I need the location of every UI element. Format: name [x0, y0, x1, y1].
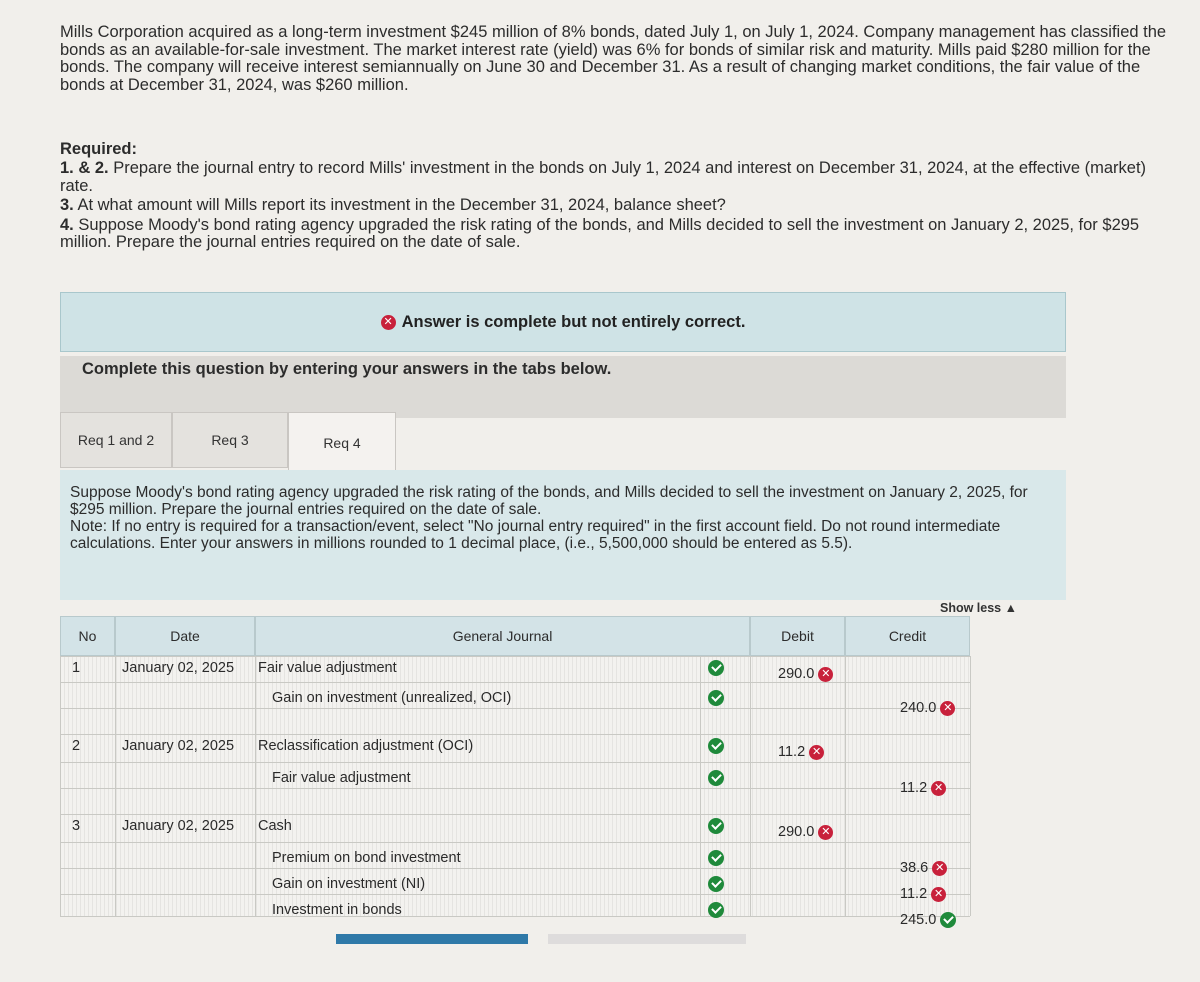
incorrect-icon: ✕	[818, 825, 833, 840]
debit-value: 290.0	[778, 824, 815, 840]
requirement-item: 3. At what amount will Mills report its investment in the December 31, 2024, balance sheet?	[60, 196, 726, 214]
grid-row-line	[60, 762, 970, 763]
correct-check-icon	[708, 818, 724, 834]
debit-value: 290.0	[778, 666, 815, 682]
header-debit: Debit	[750, 616, 845, 656]
credit-amount[interactable]	[900, 860, 947, 876]
account-field[interactable]: Cash	[258, 818, 292, 834]
credit-value: 38.6	[900, 860, 929, 876]
grid-row-line	[60, 842, 970, 843]
credit-value: 240.0	[900, 700, 937, 716]
correct-check-icon	[708, 690, 724, 706]
tab-req-4[interactable]: Req 4	[288, 412, 396, 472]
row-number: 1	[72, 660, 81, 676]
show-less-link[interactable]: Show less ▲	[940, 601, 1017, 615]
scrollbar-track[interactable]	[548, 934, 746, 944]
account-field[interactable]: Fair value adjustment	[272, 770, 411, 786]
grid-col-line	[700, 656, 701, 916]
grid-col-line	[750, 656, 751, 916]
entry-date: January 02, 2025	[122, 660, 235, 676]
requirements-list	[60, 160, 1170, 254]
grid-row-line	[60, 868, 970, 869]
requirement-item: 4. Suppose Moody's bond rating agency upgraded the risk rating of the bonds, and Mills decided to sell the investment on January 2, 2025, for $295 million. Prepare the journal entries required on the date of sale.	[60, 215, 1140, 251]
tab-req-1-and-2[interactable]: Req 1 and 2	[60, 412, 172, 468]
grid-row-line	[60, 656, 970, 657]
question-text: Suppose Moody's bond rating agency upgraded the risk rating of the bonds, and Mills decided to sell the investment on January 2, 2025, for $295 million. Prepare the journal entries required on the date of sale.	[70, 484, 1028, 518]
question-body	[70, 484, 1050, 552]
grid-row-line	[60, 814, 970, 815]
incorrect-icon: ✕	[809, 745, 824, 760]
question-panel	[60, 470, 1066, 600]
tab-req-3[interactable]: Req 3	[172, 412, 288, 468]
instruction-panel	[60, 356, 1066, 418]
incorrect-icon: ✕	[931, 887, 946, 902]
problem-text: Mills Corporation acquired as a long-term investment $245 million of 8% bonds, dated July 1, on July 1, 2024. Company management has classified the bonds as an available-for-sale investment. The market interest rate (yield) was 6% for bonds of similar risk and maturity. Mills paid $280 million for the bonds. The company will receive interest semiannually on June 30 and December 31. As a result of changing market conditions, the fair value of the bonds at December 31, 2024, was $260 million.	[60, 23, 1167, 94]
journal-grid	[60, 656, 970, 916]
incorrect-icon: ✕	[932, 861, 947, 876]
credit-value: 11.2	[900, 780, 928, 796]
header-date: Date	[115, 616, 255, 656]
grid-row-line	[60, 734, 970, 735]
correct-check-icon	[708, 770, 724, 786]
account-field[interactable]: Fair value adjustment	[258, 660, 397, 676]
credit-value: 11.2	[900, 886, 928, 902]
grid-row-line	[60, 682, 970, 683]
journal-table	[60, 616, 970, 928]
grid-col-line	[970, 656, 971, 916]
correct-check-icon	[708, 850, 724, 866]
entry-date: January 02, 2025	[122, 818, 235, 834]
grid-row-line	[60, 916, 970, 917]
status-message: Answer is complete but not entirely correct.	[401, 312, 746, 331]
incorrect-icon: ✕	[940, 701, 955, 716]
credit-amount[interactable]	[900, 780, 946, 796]
debit-amount[interactable]	[778, 666, 833, 682]
problem-statement	[60, 24, 1170, 94]
requirement-item: 1. & 2. Prepare the journal entry to record Mills' investment in the bonds on July 1, 2024 and interest on December 31, 2024, at the effective (market) rate.	[60, 159, 1147, 195]
credit-amount[interactable]	[900, 886, 946, 902]
account-field[interactable]: Reclassification adjustment (OCI)	[258, 738, 474, 754]
credit-value: 245.0	[900, 912, 937, 928]
row-number: 2	[72, 738, 81, 754]
header-general-journal: General Journal	[255, 616, 750, 656]
header-credit: Credit	[845, 616, 970, 656]
scrollbar-thumb[interactable]	[336, 934, 528, 944]
note-text: Note: If no entry is required for a transaction/event, select "No journal entry required" in the first account field. Do not round intermediate calculations. Enter your answers in millions rounded to 1 decimal place, (i.e., 5,500,000 should be entered as 5.5).	[70, 518, 1001, 552]
credit-amount[interactable]	[900, 700, 955, 716]
account-field[interactable]: Investment in bonds	[272, 902, 402, 918]
grid-col-line	[255, 656, 256, 916]
correct-check-icon	[708, 738, 724, 754]
correct-check-icon	[708, 902, 724, 918]
grid-row-line	[60, 788, 970, 789]
incorrect-icon: ✕	[381, 315, 396, 330]
debit-amount[interactable]	[778, 824, 833, 840]
account-field[interactable]: Premium on bond investment	[272, 850, 461, 866]
debit-amount[interactable]	[778, 744, 824, 760]
account-field[interactable]: Gain on investment (NI)	[272, 876, 426, 892]
row-number: 3	[72, 818, 81, 834]
account-field[interactable]: Gain on investment (unrealized, OCI)	[272, 690, 512, 706]
correct-check-icon	[940, 912, 956, 928]
grid-row-line	[60, 894, 970, 895]
instruction-text: Complete this question by entering your answers in the tabs below.	[82, 360, 612, 378]
answer-status-banner	[60, 292, 1066, 352]
tab-bar	[60, 412, 1066, 470]
correct-check-icon	[708, 660, 724, 676]
required-heading: Required:	[60, 140, 138, 158]
incorrect-icon: ✕	[818, 667, 833, 682]
entry-date: January 02, 2025	[122, 738, 235, 754]
credit-amount[interactable]	[900, 912, 956, 928]
grid-col-line	[60, 656, 61, 916]
grid-row-line	[60, 708, 970, 709]
debit-value: 11.2	[778, 744, 806, 760]
header-no: No	[60, 616, 115, 656]
correct-check-icon	[708, 876, 724, 892]
incorrect-icon: ✕	[931, 781, 946, 796]
grid-col-line	[845, 656, 846, 916]
grid-col-line	[115, 656, 116, 916]
